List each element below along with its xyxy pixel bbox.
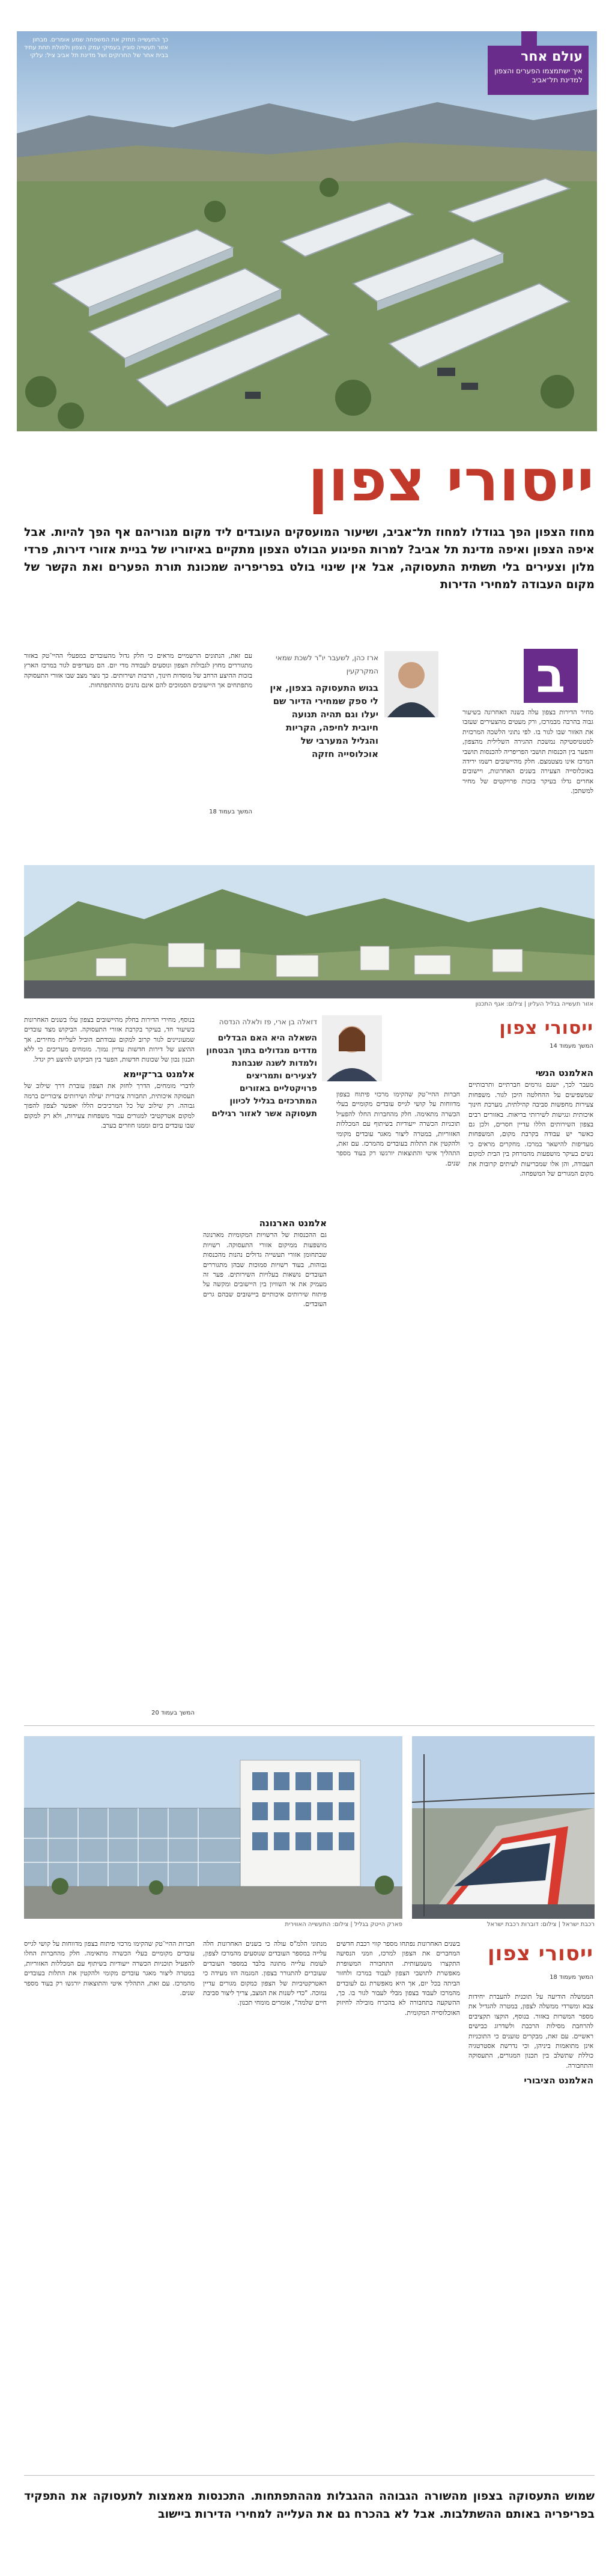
article-column <box>203 1214 327 1313</box>
author-photo <box>322 1015 382 1081</box>
article-column <box>468 1992 593 2088</box>
article-text: בשנים האחרונות נפתחו מספר קווי רכבת חדשים המחברים את הצפון למרכז, וזמני הנסיעה התקצרו משמעותית. התחבורה המשופרת מאפשרת לתושבי הצפון לעבוד במרכז ולחזור הביתה בכל יום, אך היא מאפשרת גם לעובדים מהמרכז לעבוד בצפון מבלי לעבור לגור בו. כך, ההשקעה בתחבורה לא בהכרח מובילה לחיזוק האוכלוסייה המקומית. <box>336 1940 460 2017</box>
subheading: אלמנט הארנונה <box>259 1218 327 1229</box>
continued-note: המשך בעמוד 20 <box>151 1710 195 1716</box>
intro-column: מחיר הדירות בצפון עלה בשנה האחרונה בשיעור גבוה בהרבה מבמרכז, ורק מעטים מהצעירים שעזבו את האזור שבו לגור בו. לפי נתוני הלשכה המרכזית לסטטיסטיקה נמשכת ההגירה השלילית מהצפון, והפער בין הכנסות תושבי הפריפריה להכנסות תושבי המרכז אינו מצטמצם. חלק מהיישובים רשמו ירידה באוכלוסייה הצעירה בשנים האחרונות, ויישובים אחרים גדלו בעיקר בזכות פרויקטים של מחיר למשתכן. <box>462 708 593 795</box>
section-badge-subtitle: איך ישתמצמו הפערים והצפון למדינת תל־אביב <box>494 67 583 84</box>
article-column <box>336 1939 460 2022</box>
article-text: חברות ההיי־טק שהקימו מרכזי פיתוח בצפון מדווחות על קושי לגייס עובדים מקומיים בעלי הכשרה מתאימה. חלק מהחברות החלו להפעיל תוכניות הכשרה ייעודיות בשיתוף עם המכללות האזוריות, במטרה ליצור מאגר עובדים מקומי ולהקטין את התלות בעובדים מהמרכז. עם זאת, התהליך איטי והתוצאות יורגשו רק בעוד מספר שנים. <box>336 1090 460 1167</box>
article-text: לדברי מומחים, הדרך לחזק את הצפון עוברת דרך שילוב של תעסוקה איכותית, תחבורה ציבורית יעילה ושירותים ציבוריים ברמה גבוהה. רק שילוב של כל המרכיבים הללו יאפשר לצפון להפוך למקום אטרקטיבי למגורים עבור משפחות צעירות, ולא רק למקום שבו עובדים ביום וממנו חוזרים בערב. <box>24 1082 195 1130</box>
article-text: גם ההכנסות של הרשויות המקומיות מארנונה מושפעות ממיקום אזורי התעסוקה. רשויות שבתחומן אזורי תעשייה גדולים נהנות מהכנסות גבוהות, בעוד רשויות סמוכות שבהן מתגוררים העובדים נושאות בעלויות השירותים. פער זה מעמיק את אי השוויון בין היישובים ומקשה על פיתוח שירותים איכותיים ביישובים שבהם גרים העובדים. <box>203 1231 327 1308</box>
photo-caption: רכבת ישראל | צילום: דוברות רכבת ישראל <box>486 1921 595 1928</box>
article-column <box>24 1939 195 2002</box>
subheading: אלמנט בר־קיימא <box>123 1069 195 1080</box>
divider <box>24 1725 595 1726</box>
continued-note: המשך בעמוד 18 <box>209 809 252 815</box>
quote-author: דזאלה בן ארי, פז ולאלה הנדסה <box>219 1018 317 1026</box>
article-text: הממשלה הודיעה על תוכנית להעברת יחידות צבא ומשרדי ממשלה לצפון, במטרה להגדיל את מספר המשרות באזור. בנוסף, הוקצו תקציבים להרחבת מסילות הרכבת ולשדרוג כבישים ראשיים. עם זאת, מבקרים טוענים כי התוכניות אינן מתואמות ביניהן, וכי נדרשת אסטרטגיה כוללת שתשלב בין תכנון המגורים, התעסוקה והתחבורה. <box>468 1993 593 2070</box>
divider <box>24 2475 595 2476</box>
section-badge-marker <box>521 31 537 47</box>
closing-paragraph: שמוש התעסוקה בצפון מהשורה הגבוהה ההגבלות מההתפתחות. התכנסות מאמצות לתעסוקה את התפקיד בפריפריה באותם ההשתלבות. אבל לא בהכרח גם את העלייה למחירי הדירות ביישוב <box>24 2489 595 2521</box>
quote-block-2 <box>203 1015 317 1120</box>
author-photo <box>384 651 438 717</box>
article-column <box>336 1090 460 1172</box>
galilee-town-photo <box>24 865 595 998</box>
section-title: ייסורי צפון <box>487 1942 593 1966</box>
page-title: ייסורי צפון <box>308 447 595 514</box>
quote-text: בגוש התעסוקה בצפון, אין לי ספק שמחירי הדיור שם יעלו וגם תהיה תנועה חיובית לחיפה, הקריות והגליל המערבי של אוכלוסייה חזקה <box>270 682 378 759</box>
continued-from: המשך מעמוד 14 <box>550 1043 593 1050</box>
photo-caption: פארק הייטק בגליל | צילום: התעשייה האווירית <box>285 1921 402 1928</box>
subheading: האלמנט הנשי <box>535 1068 593 1078</box>
train-photo <box>412 1736 595 1919</box>
quote-author: ארז כהן, לשעבר יו"ר לשכת שמאי המקרקעין <box>276 654 378 675</box>
section-badge-title: עולם אחר <box>521 49 583 64</box>
lead-paragraph: מחוז הצפון הפך בגודלו למחוז תל־אביב, ושיעור המועסקים העובדים ליד מקום מגוריהם אף הפך להיות. אבל איפה הצפון ואיפה מדינת תל אביב? למרות הפיגוע הבולט הצפון מתקיים באיזוריו של בניית אזורי דירות, פרדי מלון וצעירים בלי תשתית התעסוקה, אבל אין שינוי בולט בפריפריה שמכונת תורת הפערים ואת הקשר של מקום העבודה למחירי הדירות <box>24 526 595 591</box>
continued-from: המשך מעמוד 18 <box>550 1974 593 1981</box>
section-title: ייסורי צפון <box>499 1018 593 1039</box>
article-column <box>24 1015 195 1134</box>
photo-caption: אזור תעשייה בגליל העליון | צילום: אגף התכנון <box>475 1001 593 1007</box>
hitech-park-photo <box>24 1736 402 1919</box>
article-text: מעבר לכך, ישנם גורמים חברתיים ותרבותיים שמשפיעים על ההחלטה היכן לגור. משפחות צעירות מחפשות סביבה קהילתית, מערכת חינוך איכותית ונגישות לשירותי בריאות. באזורים רבים בצפון השירותים הללו עדיין חסרים, ולכן גם כאשר יש עבודה בקרבת מקום, המשפחות מעדיפות להישאר במרכז. מחקרים מראים כי נשים בעיקר מושפעות מהמרחק בין הבית למקום העבודה, והן אלו שמכריעות לעיתים קרובות את מקום המגורים של המשפחה. <box>468 1081 593 1178</box>
photo-caption: כך התעשייה תחזק את המשפחה שמע אומרים. מבחון אזור תעשייה סוגיין בעמיקי עמק הצפון ולפולת תחת עתיד בבית אחר של החרוקים ושל מדינת תל אביב ציל: עלקי <box>24 37 168 59</box>
article-column: עם זאת, הנתונים הרשמיים מראים כי חלק גדול מהעובדים במפעלי ההיי־טק באזור מתגוררים מחוץ לגבולות הצפון ונוסעים לעבודה מדי יום. הם מעדיפים לגור במרכז הארץ בזכות ההיצע הרחב של מוסדות חינוך, תרבות ושירותים. כך נוצר מצב שבו אזורי התעסוקה מתפתחים אך היישובים הסמוכים להם אינם נהנים מההתפתחות. <box>24 652 252 690</box>
drop-cap: ב <box>524 649 578 703</box>
article-column <box>468 1063 593 1182</box>
article-text: חברות ההיי־טק שהקימו מרכזי פיתוח בצפון מדווחות על קושי לגייס עובדים מקומיים בעלי הכשרה מתאימה. חלק מהחברות החלו להפעיל תוכניות הכשרה ייעודיות בשיתוף עם המכללות האזוריות, במטרה ליצור מאגר עובדים מקומי ולהקטין את התלות בעובדים מהמרכז. עם זאת, התהליך איטי והתוצאות יורגשו רק בעוד מספר שנים. <box>24 1940 195 1997</box>
section-badge <box>488 46 589 95</box>
quote-block-1 <box>264 651 378 761</box>
quote-text: השאלה היא האם הבדלים מדדים מגדולים בתוך הבטחון ולמדות לשנה שנבחנת לצעירים ותמריצים פרויקטליים באזורים המתרכזים בגליל לכיוון תעסוקה אשר לאזור רגילים <box>206 1033 317 1119</box>
article-text: בנוסף, מחירי הדירות בחלק מהיישובים בצפון עלו בשנים האחרונות בשיעור חד, בעיקר בקרבת אזורי התעסוקה. הביקוש מצד עובדים שמעוניינים לגור קרוב למקום עבודתם הוביל לעליית מחירים, אך ההיצע של דירות חדשות עדיין נמוך. מומחים מעריכים כי ללא תכנון נכון של שכונות חדשות, הפער בין הביקוש להיצע רק יגדל. <box>24 1016 195 1063</box>
article-column <box>203 1939 327 2012</box>
article-text: מנתוני הלמ"ס עולה כי בשנים האחרונות חלה עלייה במספר העובדים שנוסעים מהמרכז לצפון, לעומת עלייה מתונה בלבד במספר העובדים שעוברים להתגורר בצפון. המגמה הזו מעידה כי האטרקטיביות של הצפון כמקום מגורים עדיין נמוכה. "כדי לשנות את המצב, צריך ליצור סביבת חיים שלמה", אומרים מומחי תכנון. <box>203 1940 327 2007</box>
subheading: האלמנט הציבורי <box>524 2075 593 2086</box>
